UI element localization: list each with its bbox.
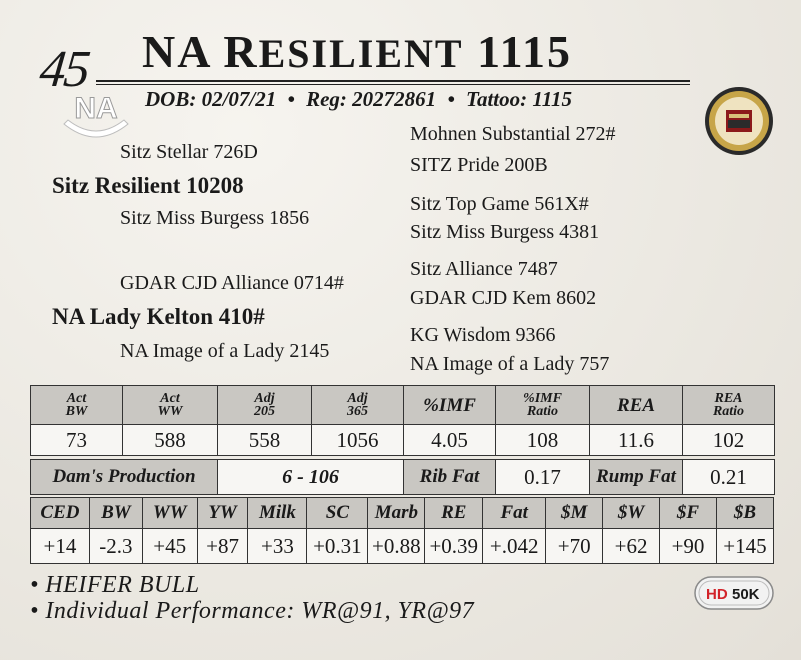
dam: NA Lady Kelton 410# xyxy=(52,304,265,329)
epd-header-w: $W xyxy=(603,498,660,529)
header-act-ww: Act WW xyxy=(123,386,218,425)
svg-text:HD: HD xyxy=(706,586,728,603)
production-table xyxy=(30,459,775,495)
dob: DOB: 02/07/21 xyxy=(145,87,277,111)
epd-value-marb: +0.88 xyxy=(368,529,425,564)
rump-fat-label: Rump Fat xyxy=(590,460,683,495)
title-first: NA R xyxy=(142,26,259,77)
lot-number: 45 xyxy=(37,41,92,98)
epd-header-m: $M xyxy=(546,498,603,529)
value-rea: 11.6 xyxy=(590,425,683,456)
epd-header-fat: Fat xyxy=(483,498,546,529)
ggp-4: Sitz Miss Burgess 4381 xyxy=(410,221,600,243)
value-adj-205: 558 xyxy=(218,425,312,456)
value-act-bw: 73 xyxy=(31,425,123,456)
dams-production-label: Dam's Production xyxy=(31,460,218,495)
rib-fat-label: Rib Fat xyxy=(404,460,496,495)
na-logo xyxy=(58,84,134,144)
performance-table xyxy=(30,385,775,456)
header-adj-365: Adj 365 xyxy=(312,386,404,425)
dam-sire: GDAR CJD Alliance 0714# xyxy=(120,272,344,294)
performance-value-row xyxy=(31,425,775,456)
na-logo-text: NA xyxy=(74,92,118,125)
epd-value-fat: +.042 xyxy=(483,529,546,564)
epd-value-re: +0.39 xyxy=(425,529,483,564)
ggp-1: Mohnen Substantial 272# xyxy=(410,123,616,145)
registration-line: DOB: 02/07/21 • Reg: 20272861 • Tattoo: 1115 xyxy=(145,87,573,111)
epd-value-ced: +14 xyxy=(31,529,90,564)
rump-fat-value: 0.21 xyxy=(683,460,775,495)
epd-value-row xyxy=(31,529,774,564)
header-act-bw: Act BW xyxy=(31,386,123,425)
ggp-2: SITZ Pride 200B xyxy=(410,154,548,176)
epd-header-marb: Marb xyxy=(368,498,425,529)
epd-header-milk: Milk xyxy=(248,498,307,529)
ggp-7: KG Wisdom 9366 xyxy=(410,324,556,346)
association-seal-icon xyxy=(704,86,774,156)
epd-value-ww: +45 xyxy=(142,529,197,564)
note-heifer-bull: • HEIFER BULL xyxy=(30,572,200,598)
title-rule-thin xyxy=(96,84,690,85)
epd-header-bw: BW xyxy=(89,498,142,529)
epd-value-f: +90 xyxy=(660,529,717,564)
value-adj-365: 1056 xyxy=(312,425,404,456)
header-imf: %IMF xyxy=(404,386,496,425)
epd-header-ww: WW xyxy=(142,498,197,529)
title-number: 1115 xyxy=(477,26,573,77)
epd-value-b: +145 xyxy=(716,529,773,564)
header-rea: REA xyxy=(590,386,683,425)
performance-header-row xyxy=(31,386,775,425)
reg-number: Reg: 20272861 xyxy=(306,87,437,111)
sire-dam: Sitz Miss Burgess 1856 xyxy=(120,207,310,229)
dam-dam: NA Image of a Lady 2145 xyxy=(120,340,330,362)
epd-table xyxy=(30,497,774,564)
epd-value-m: +70 xyxy=(546,529,603,564)
title-rule xyxy=(96,80,690,82)
epd-value-bw: -2.3 xyxy=(89,529,142,564)
dams-production-value: 6 - 106 xyxy=(218,460,404,495)
epd-header-re: RE xyxy=(425,498,483,529)
epd-header-row xyxy=(31,498,774,529)
epd-header-ced: CED xyxy=(31,498,90,529)
epd-header-b: $B xyxy=(716,498,773,529)
animal-name xyxy=(142,24,572,82)
tattoo: Tattoo: 1115 xyxy=(466,87,573,111)
ggp-6: GDAR CJD Kem 8602 xyxy=(410,287,597,309)
ggp-3: Sitz Top Game 561X# xyxy=(410,193,589,215)
epd-header-sc: SC xyxy=(307,498,368,529)
epd-value-w: +62 xyxy=(603,529,660,564)
sire-sire: Sitz Stellar 726D xyxy=(120,141,258,163)
epd-value-yw: +87 xyxy=(197,529,248,564)
header-rea-ratio: REA Ratio xyxy=(683,386,775,425)
value-imf: 4.05 xyxy=(404,425,496,456)
ggp-8: NA Image of a Lady 757 xyxy=(410,353,610,375)
epd-value-sc: +0.31 xyxy=(307,529,368,564)
note-individual-performance: • Individual Performance: WR@91, YR@97 xyxy=(30,598,475,624)
sire: Sitz Resilient 10208 xyxy=(52,173,244,198)
value-act-ww: 588 xyxy=(123,425,218,456)
header-adj-205: Adj 205 xyxy=(218,386,312,425)
ggp-5: Sitz Alliance 7487 xyxy=(410,258,558,280)
svg-text:50K: 50K xyxy=(732,586,760,603)
value-rea-ratio: 102 xyxy=(683,425,775,456)
hd50k-badge-icon xyxy=(694,576,774,610)
epd-value-milk: +33 xyxy=(248,529,307,564)
header-imf-ratio: %IMF Ratio xyxy=(496,386,590,425)
value-imf-ratio: 108 xyxy=(496,425,590,456)
title-rest: ESILIENT xyxy=(258,31,464,76)
epd-header-f: $F xyxy=(660,498,717,529)
rib-fat-value: 0.17 xyxy=(496,460,590,495)
epd-header-yw: YW xyxy=(197,498,248,529)
